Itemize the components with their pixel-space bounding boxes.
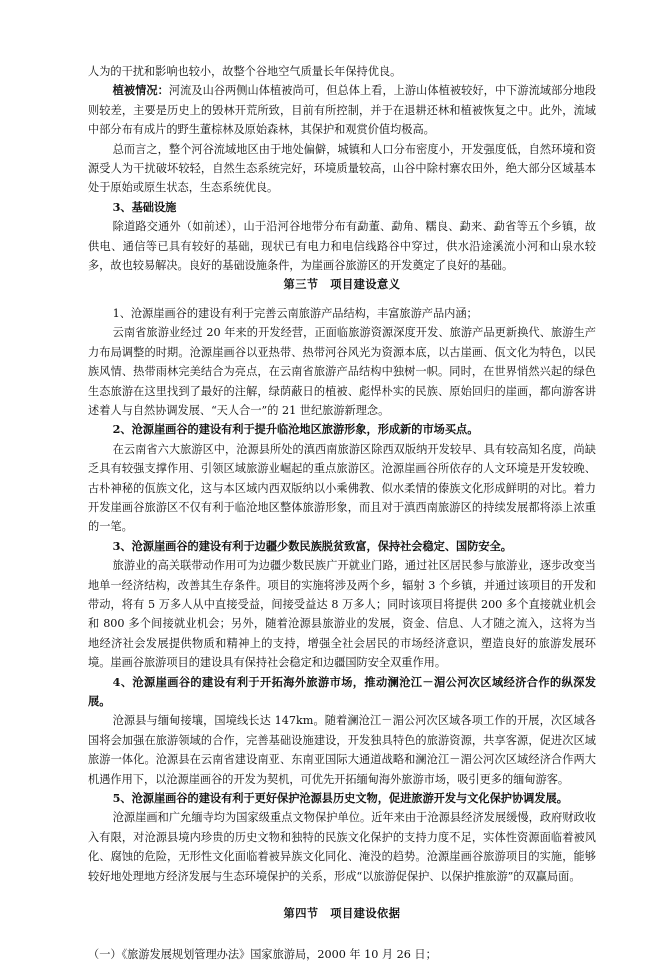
item-5-body: 沧源崖画和广允缅寺均为国家级重点文物保护单位。近年来由于沧源县经济发展缓慢，政府财政收入有限，对沧源县境内珍贵的历史文物和独特的民族文化保护的支持力度不足，实体性资源面临着被风化、腐蚀的危险，无形性文化面临着被异族文化同化、淹没的趋势。沧源崖画谷旅游项目的实施，能够较好地处理地方经济发展与生态环境保护的关系，形成“以旅游促保护、以保护推旅游”的双赢局面。 [88, 811, 596, 883]
vegetation-label: 植被情况： [112, 83, 169, 98]
item-5-title: 5、沧源崖画谷的建设有利于更好保护沧源县历史文物，促进旅游开发与文化保护协调发展。 [112, 791, 568, 806]
item-3-body: 旅游业的高关联带动作用可为边疆少数民族广开就业门路，通过社区居民参与旅游业，逐步改变当地单一经济结构，改善其生存条件。项目的实施将涉及两个乡，辐射 3 个乡镇，并通过该项目的开发和带动，将有 5 万多人从中直接受益，间接受益达 8 万多人；同时该项目将提供 200 多个直接就业机会和 800 多个间接就业机会；另外，随着沧源县旅游业的发展，资金、信息、人才随之流入，这将为当地经济社会发展提供物质和精神上的支持，增强全社会居民的市场经济意识，塑造良好的旅游发展环境。崖画谷旅游项目的建设具有保持社会稳定和边疆国防安全双重作用。 [88, 559, 596, 670]
item-4-body: 沧源县与缅甸接壤，国境线长达 147km。随着澜沧江－湄公河次区域各项工作的开展，次区域各国将会加强在旅游领域的合作，完善基础设施建设，开发独具特色的旅游资源，共享客源，促进次区域旅游一体化。沧源县在云南省建设南亚、东南亚国际大通道战略和澜沧江－湄公河次区域经济合作两大机遇作用下，以沧源崖画谷的开发为契机，可优先开拓缅甸海外旅游市场，吸引更多的缅甸游客。 [88, 714, 596, 786]
item-2-title: 2、沧源崖画谷的建设有利于提升临沧地区旅游形象，形成新的市场买点。 [112, 422, 479, 437]
document-body [88, 62, 596, 965]
section-4-title: 第四节 项目建设依据 [283, 906, 401, 921]
paragraph-vegetation [88, 81, 596, 139]
vegetation-text: 河流及山谷两侧山体植被尚可，但总体上看，上游山体植被较好，中下游流域部分地段则较差，主要是历史上的毁林开荒所致，目前有所控制，并于在退耕还林和植被恢复之中。此外，流域中部分布有成片的野生董棕林及原始森林，其保护和观赏价值均极高。 [88, 84, 596, 137]
paragraph-air-quality: 人为的干扰和影响也较小，故整个谷地空气质量长年保持优良。 [88, 65, 402, 78]
heading-infrastructure: 3、基础设施 [112, 199, 177, 214]
item-2-body: 在云南省六大旅游区中，沧源县所处的滇西南旅游区除西双版纳开发较早、具有较高知名度，尚缺乏具有较强支撑作用、引领区域旅游业崛起的重点旅游区。沧源崖画谷所依存的人文环境是开发较晚、古朴神秘的佤族文化，这与本区域内西双版纳以小乘佛教、似水柔情的傣族文化形成鲜明的对比。着力开发崖画谷旅游区不仅有利于临沧地区整体旅游形象，而且对于滇西南旅游区的持续发展都将添上浓重的一笔。 [88, 442, 596, 534]
item-4-title: 4、沧源崖画谷的建设有利于开拓海外旅游市场，推动澜沧江－湄公河次区域经济合作的纵深发展。 [88, 674, 596, 708]
section-3-title: 第三节 项目建设意义 [283, 277, 401, 292]
item-3-title: 3、沧源崖画谷的建设有利于边疆少数民族脱贫致富，保持社会稳定、国防安全。 [112, 538, 512, 553]
paragraph-summary: 总而言之，整个河谷流域地区由于地处偏僻，城镇和人口分布密度小，开发强度低，自然环境和资源受人为干扰破坏较轻，自然生态系统完好，环境质量较高，山谷中除村寨农田外，绝大部分区域基本处于原始或原生状态，生态系统优良。 [88, 142, 596, 195]
paragraph-infrastructure: 除道路交通外（如前述），山于沿河谷地带分布有勐董、勐角、糯良、勐来、勐省等五个乡镇，故供电、通信等已具有较好的基础，现状已有电力和电信线路谷中穿过，供水沿途溪流小河和山泉水较多，故也较易解决。良好的基础设施条件，为崖画谷旅游区的开发奠定了良好的基础。 [88, 220, 596, 273]
item-1-body: 云南省旅游业经过 20 年来的开发经营，正面临旅游资源深度开发、旅游产品更新换代、旅游生产力布局调整的时期。沧源崖画谷以亚热带、热带河谷风光为资源本底，以古崖画、佤文化为特色，以民族风情、热带雨林完美结合为亮点，在云南省旅游产品结构中独树一帜。同时，在世界悄然兴起的绿色生态旅游在这里找到了最好的注解，绿荫蔽日的植被、彪悍朴实的民族、原始回归的崖画，都向游客讲述着人与自然协调发展、“天人合一”的 21 世纪旅游新理念。 [88, 326, 596, 417]
basis-item-1: （一）《旅游发展规划管理办法》国家旅游局，2000 年 10 月 26 日； [88, 948, 437, 962]
item-1-title: 1、沧源崖画谷的建设有利于完善云南旅游产品结构，丰富旅游产品内涵； [112, 306, 478, 320]
